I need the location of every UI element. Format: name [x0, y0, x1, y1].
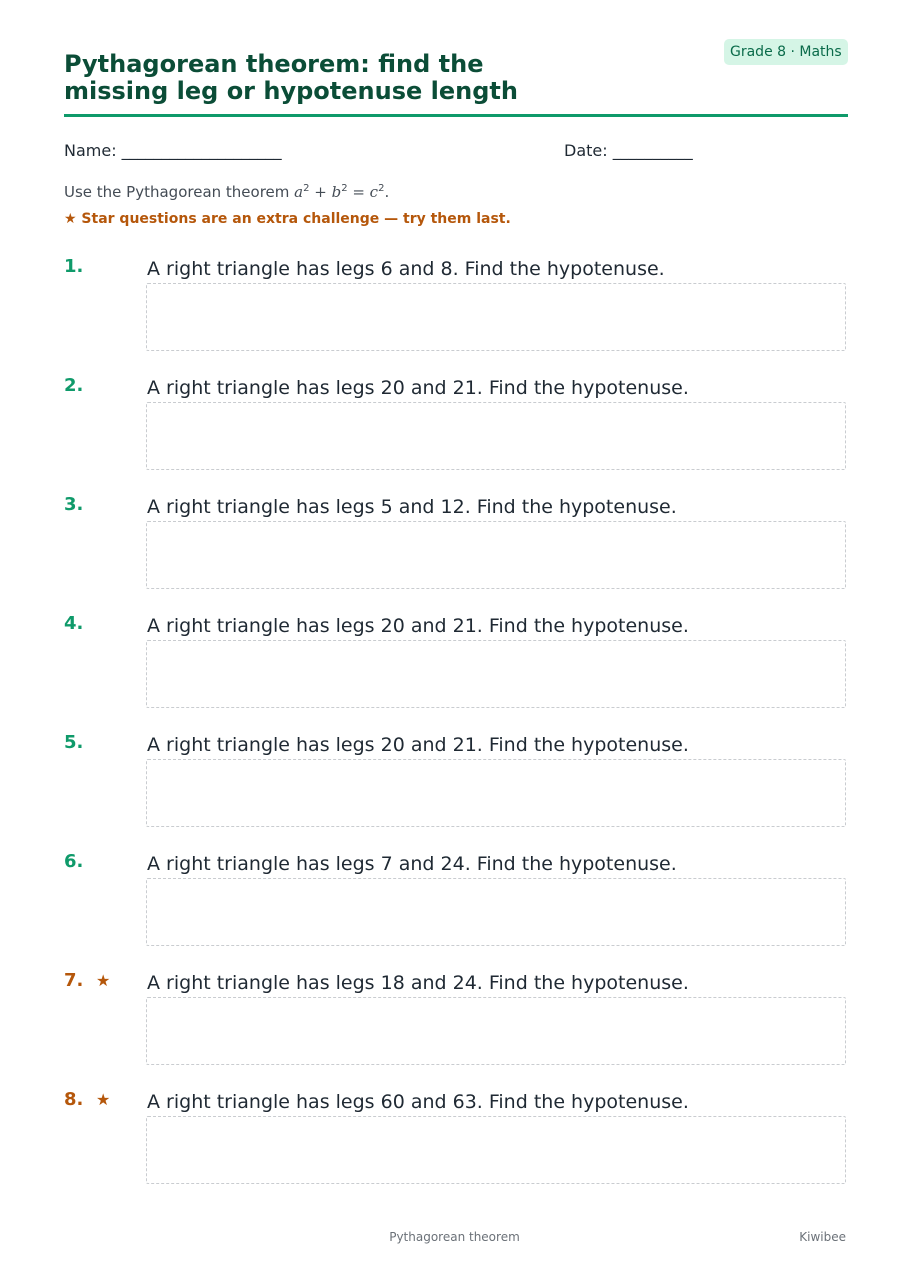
title-line-1: Pythagorean theorem: find the — [64, 50, 484, 78]
question-number: 1. — [64, 256, 84, 277]
question-1 — [64, 256, 848, 366]
date-field[interactable]: Date: __________ — [564, 141, 693, 160]
question-text: A right triangle has legs 6 and 8. Find the hypotenuse. — [147, 258, 665, 280]
answer-box[interactable] — [146, 759, 846, 827]
question-number: 3. — [64, 494, 84, 515]
title-line-2: missing leg or hypotenuse length — [64, 77, 518, 105]
question-text: A right triangle has legs 7 and 24. Find the hypotenuse. — [147, 853, 677, 875]
instructions-text: Use the Pythagorean theorem — [64, 183, 295, 201]
question-number: 2. — [64, 375, 84, 396]
instructions-suffix: . — [384, 183, 390, 201]
question-7 — [64, 970, 848, 1080]
answer-box[interactable] — [146, 521, 846, 589]
answer-box[interactable] — [146, 878, 846, 946]
question-text: A right triangle has legs 20 and 21. Find the hypotenuse. — [147, 377, 689, 399]
answer-box[interactable] — [146, 402, 846, 470]
answer-box[interactable] — [146, 997, 846, 1065]
question-text: A right triangle has legs 20 and 21. Find the hypotenuse. — [147, 615, 689, 637]
answer-box[interactable] — [146, 1116, 846, 1184]
name-field[interactable]: Name: ____________________ — [64, 141, 282, 160]
answer-box[interactable] — [146, 283, 846, 351]
question-number: 7. — [64, 970, 84, 991]
footer-title: Pythagorean theorem — [389, 1230, 520, 1244]
question-3 — [64, 494, 848, 604]
question-8 — [64, 1089, 848, 1199]
pythagorean-formula: $a^2 + b^2 = c^2$ — [294, 183, 385, 201]
question-6 — [64, 851, 848, 961]
answer-box[interactable] — [146, 640, 846, 708]
question-text: A right triangle has legs 60 and 63. Find the hypotenuse. — [147, 1091, 689, 1113]
question-2 — [64, 375, 848, 485]
question-number: 6. — [64, 851, 84, 872]
question-number: 4. — [64, 613, 84, 634]
star-icon: ★ — [96, 1090, 111, 1109]
star-icon: ★ — [96, 971, 111, 990]
question-number: 8. — [64, 1089, 84, 1110]
footer-brand: Kiwibee — [799, 1230, 846, 1244]
question-text: A right triangle has legs 20 and 21. Find the hypotenuse. — [147, 734, 689, 756]
question-number: 5. — [64, 732, 84, 753]
question-text: A right triangle has legs 18 and 24. Find the hypotenuse. — [147, 972, 689, 994]
grade-badge: Grade 8 · Maths — [724, 39, 848, 65]
question-4 — [64, 613, 848, 723]
question-text: A right triangle has legs 5 and 12. Find the hypotenuse. — [147, 496, 677, 518]
challenge-note: ★ Star questions are an extra challenge — try them last. — [64, 211, 511, 227]
question-5 — [64, 732, 848, 842]
